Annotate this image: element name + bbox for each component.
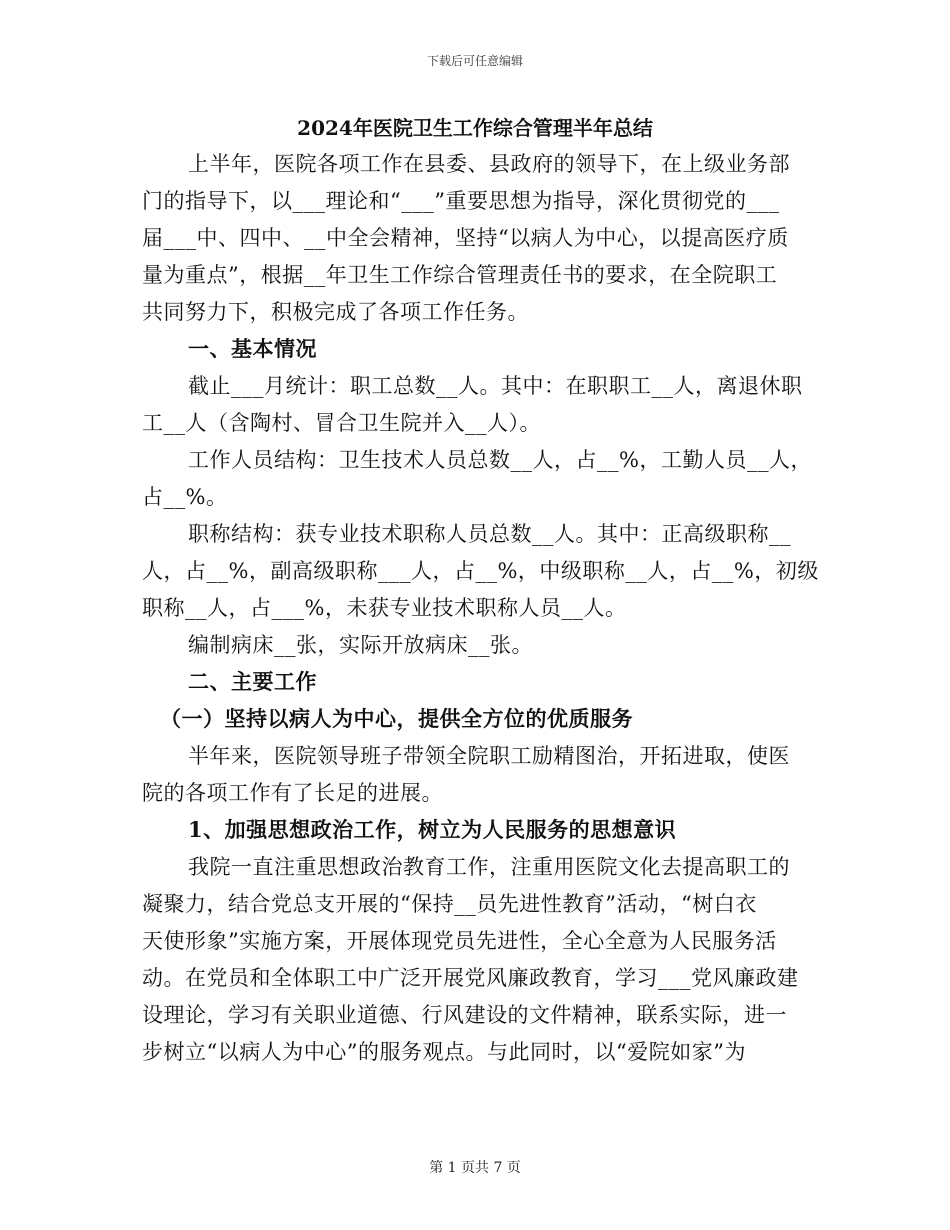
paragraph-line: 门的指导下，以___理论和“___”重要思想为指导，深化贯彻党的___ (142, 189, 780, 213)
page-footer: 第 1 页共 7 页 (429, 1160, 521, 1176)
paragraph-line: 共同努力下，积极完成了各项工作任务。 (142, 300, 529, 324)
paragraph-line: 凝聚力，结合党总支开展的“保持__员先进性教育”活动，“树白衣 (142, 892, 757, 916)
paragraph-line: 天使形象”实施方案，开展体现党员先进性，全心全意为人民服务活 (142, 929, 777, 953)
paragraph-line: 工__人（含陶村、冒合卫生院并入__人）。 (142, 411, 541, 435)
paragraph-line: 工作人员结构：卫生技术人员总数__人，占__%，工勤人员__人， (188, 448, 812, 472)
paragraph-line: 步树立“以病人为中心”的服务观点。与此同时，以“爱院如家”为 (142, 1040, 746, 1064)
paragraph-line: 职称__人，占___%，未获专业技术职称人员__人。 (142, 596, 627, 620)
paragraph-line: 编制病床__张，实际开放病床__张。 (188, 633, 533, 657)
paragraph-line: 占__%。 (142, 485, 228, 509)
paragraph-line: 截止___月统计：职工总数__人。其中：在职职工__人，离退休职 (188, 374, 803, 398)
paragraph-line: 半年来，医院领导班子带领全院职工励精图治，开拓进取，使医 (188, 744, 790, 768)
paragraph-line: 量为重点”，根据__年卫生工作综合管理责任书的要求，在全院职工 (142, 263, 778, 287)
page-header: 下载后可任意编辑 (426, 54, 523, 68)
paragraph-line: 上半年，医院各项工作在县委、县政府的领导下，在上级业务部 (188, 152, 790, 176)
document-title: 2024年医院卫生工作综合管理半年总结 (297, 116, 653, 140)
paragraph-line: 院的各项工作有了长足的进展。 (142, 781, 443, 805)
paragraph-line: 职称结构：获专业技术职称人员总数__人。其中：正高级职称__ (188, 522, 791, 546)
subsection-heading: 1、加强思想政治工作，树立为人民服务的思想意识 (188, 817, 677, 842)
paragraph-line: 动。在党员和全体职工中广泛开展党风廉政教育，学习___党风廉政建 (142, 966, 799, 990)
paragraph-line: 设理论，学习有关职业道德、行风建设的文件精神，联系实际，进一 (142, 1003, 787, 1027)
paragraph-line: 我院一直注重思想政治教育工作，注重用医院文化去提高职工的 (188, 855, 790, 879)
section-heading: 二、主要工作 (188, 669, 317, 694)
paragraph-line: 人，占__%，副高级职称___人，占__%，中级职称__人，占__%，初级 (142, 559, 819, 583)
section-heading: 一、基本情况 (188, 336, 317, 361)
subsection-heading: （一）坚持以病人为中心，提供全方位的优质服务 (160, 706, 633, 731)
paragraph-line: 届___中、四中、__中全会精神，坚持“以病人为中心，以提高医疗质 (142, 226, 789, 250)
